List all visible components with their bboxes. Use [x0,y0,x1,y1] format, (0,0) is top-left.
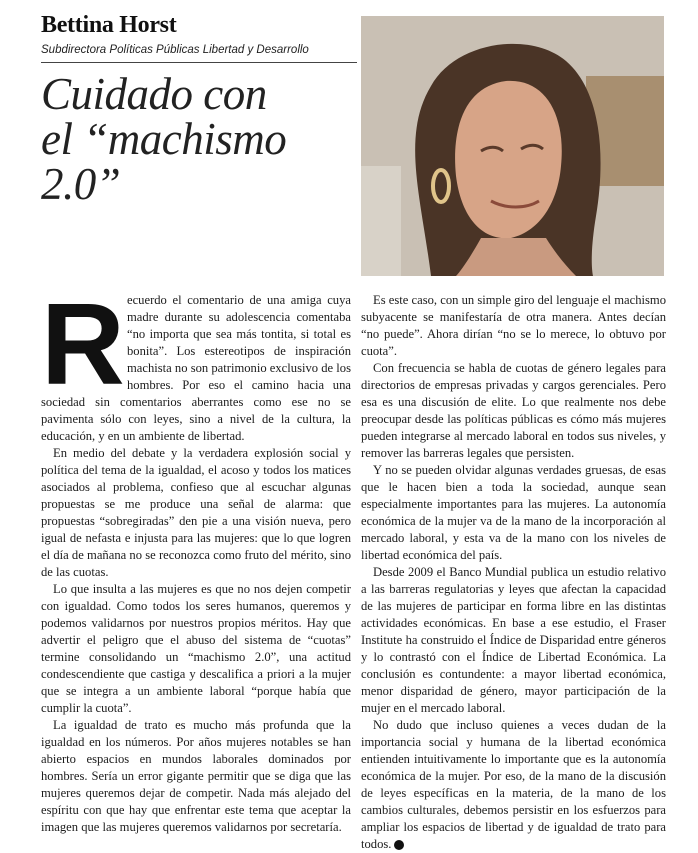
article-paragraph-3: Lo que insulta a las mujeres es que no nos dejen competir con igualdad. Como todos los seres humanos, queremos y podemos validarnos por nuestros propios méritos. Hay que advertir el peligro que el abuso del sistema de “cuotas” termine consolidando un “machismo 2.0”, una actitud condescendiente que castiga y descalifica a priori a la mujer que se integra a un ambiente laboral “porque había que cumplir la cuota”. [41,582,351,715]
article-paragraph-8: Desde 2009 el Banco Mundial publica un estudio relativo a las barreras regulatorias y leyes que afectan la capacidad de las mujeres de participar en forma libre en las distintas actividades económicas. En base a ese estudio, el Fraser Institute ha construido el Índice de Disparidad entre géneros y lo contrastó con el Índice de Libertad Económica. La conclusión es contundente: a mayor libertad económica, menor disparidad de género, mayor participación de la mujer en el mercado laboral. [361,565,666,715]
article-paragraph-2: En medio del debate y la verdadera explosión social y política del tema de la igualdad, el acoso y todos los matices asociados al problema, confieso que al escuchar algunas propuestas se me produce una señal de alarma: que propuestas “sobregiradas” den pie a una visión nueva, pero igual de nefasta e injusta para las mujeres: que lo que logren el día de mañana no se reconozca como fruto del mérito, sino de las cuotas. [41,446,351,579]
author-photo [361,16,664,276]
article-column-right [361,292,666,853]
article-paragraph-9 [361,717,666,853]
paragraph-9-text: No dudo que incluso quienes a veces dudan de la importancia social y humana de la libertad económica entienden intuitivamente lo importante que es la autonomía económica de la mujer. Por eso, de la mano de la discusión de leyes específicas en la materia, de la mano de los cambios culturales, debemos persistir en los esfuerzos para ampliar los espacios de libertad y de igualdad de trato para todos. [361,718,666,851]
paragraph-1-text: ecuerdo el comentario de una amiga cuya madre durante su adolescencia comentaba “no importa que sea más tontita, si total es bonita”. Los estereotipos de inspiración machista no son patrimonio exclusivo de los hombres. Por eso el camino hacia una sociedad sin comentarios aberrantes como ese no se pavimenta sólo con leyes, sino a nivel de la cultura, la educación, y en un ambiente de libertad. [41,293,351,443]
article-headline [41,69,361,209]
headline-line-1: Cuidado con [41,69,267,119]
author-portrait-icon [361,16,664,276]
article-paragraph-5: Es este caso, con un simple giro del lenguaje el machismo subyacente se manifestaría de otra manera. Antes decían “no puede”. Ahora dirían “no se lo merece, lo obtuvo por cuota”. [361,293,666,358]
article-paragraph-4: La igualdad de trato es mucho más profunda que la igualdad en los números. Por años mujeres notables se han abierto espacios en mundos laborales dominados por hombres. Sería un error gigante permitir que se diga que las mujeres queremos dejar de competir. Nada más alejado del espíritu con que hay que enfrentar este tema que aceptar la imagen que las mujeres queremos validarnos por secretaría. [41,718,351,834]
header-divider [41,62,357,63]
drop-cap: R [41,279,125,409]
article-paragraph-6: Con frecuencia se habla de cuotas de género legales para directorios de empresas privadas y cargos gerenciales. Pero esa es una discusión de elite. Lo que realmente nos debe preocupar desde las políticas públicas es cómo más mujeres pueden integrarse al mercado laboral en todos sus niveles, y remover las barreras legales que persisten. [361,361,666,460]
article-column-left [41,279,351,836]
author-name: Bettina Horst [41,12,177,38]
article-paragraph-1 [41,279,351,445]
article-paragraph-7: Y no se pueden olvidar algunas verdades gruesas, de esas que le hacen bien a toda la sociedad, aunque sean especialmente importantes para las mujeres. La autonomía económica de la mujer va de la mano de la incorporación al mercado laboral, y esta va de la mano con los niveles de libertad económica del país. [361,463,666,562]
author-role: Subdirectora Políticas Públicas Libertad y Desarrollo [41,44,309,56]
headline-line-3: 2.0” [41,159,121,209]
headline-line-2: el “machismo [41,114,287,164]
end-mark-icon: T [394,840,404,850]
